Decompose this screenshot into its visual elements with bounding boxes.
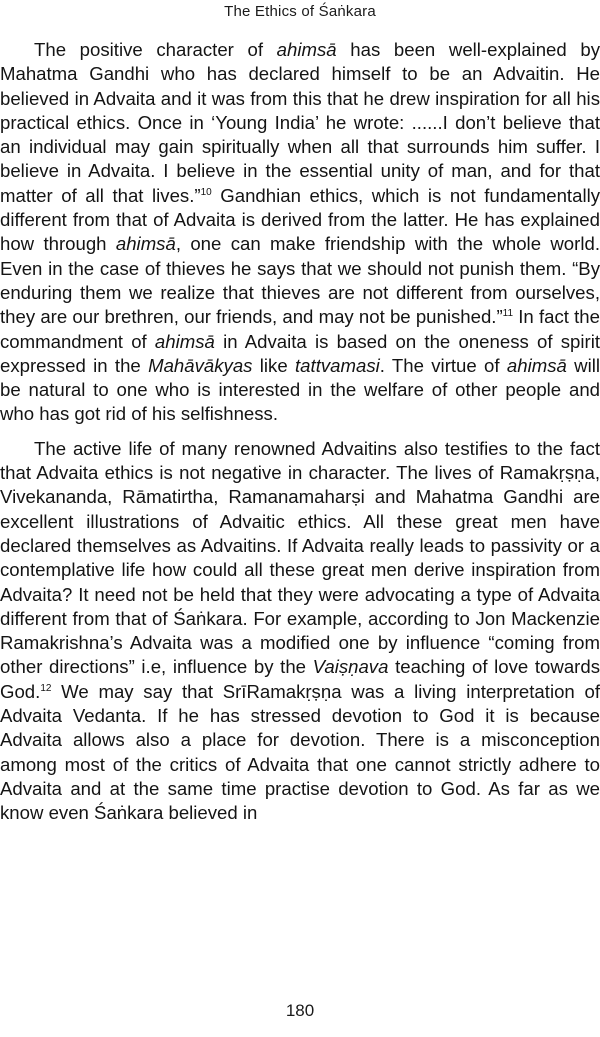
- text-run: In fact the commandment of: [0, 306, 600, 352]
- footnote-ref: 12: [40, 682, 52, 694]
- italic-term: Mahāvākyas: [148, 354, 253, 376]
- italic-term: ahimsā: [506, 354, 567, 376]
- text-run: like: [252, 354, 296, 376]
- footnote-ref: 10: [200, 186, 212, 198]
- italic-term: Vaiṣṇava: [312, 656, 389, 678]
- footnote-ref: 11: [502, 308, 514, 320]
- italic-term: tattvamasi: [295, 354, 380, 376]
- running-head: The Ethics of Śaṅkara: [224, 3, 376, 20]
- paragraph-active-life-advaitins: [0, 437, 600, 826]
- text-run: has been well-explained by Mahatma Gandhi who has declared himself to be an Advaitin. He believed in Advaita and it was from this that he drew inspiration for all his practical ethics. Once in ‘Young India’ he wrote: ......I don’t believe that an individual may gain spiritually when all that surrounds him suffer. I believe in Advaita. I believe in the essential unity of man, and for that matter of all that lives.”: [0, 39, 600, 206]
- text-run: Gandhian ethics, which is not fundamentally different from that of Advaita is derived from the latter. He has explained how through: [0, 184, 600, 255]
- text-run: We may say that SrīRamakṛṣṇa was a living interpretation of Advaita Vedanta. If he has stressed devotion to God it is because Advaita allows also a place for devotion. There is a misconception among most of the critics of Advaita that one cannot strictly adhere to Advaita and at the same time practise devotion to God. As far as we know even Śaṅkara believed in: [0, 680, 600, 824]
- paragraph-ahimsa-gandhi: [0, 38, 600, 427]
- text-run: in Advaita is based on the oneness of spirit expressed in the: [0, 330, 600, 376]
- page-number: 180: [285, 1001, 315, 1020]
- text-run: The active life of many renowned Advaitins also testifies to the fact that Advaita ethics is not negative in character. The lives of Ramakṛṣṇa, Vivekananda, Rāmatirtha, Ramanamaharṣi and Mahatma Gandhi are excellent illustrations of Advaitic ethics. All these great men have declared themselves as Advaitins. If Advaita really leads to passivity or a contemplative life how could all these great men derive inspiration from Advaita? It need not be held that they were advocating a type of Advaita different from that of Śaṅkara. For example, according to Jon Mackenzie Ramakrishna’s Advaita was a modified one by influence “coming from other directions” i.e, influence by the: [0, 437, 600, 678]
- text-run: teaching of love towards God.: [0, 656, 600, 702]
- text-run: will be natural to one who is interested in the welfare of other people and who has got rid of his selfishness.: [0, 354, 600, 425]
- text-run: , one can make friendship with the whole world. Even in the case of thieves he says that we should not punish them. “By enduring them we realize that thieves are not different from ourselves, they are our brethren, our friends, and may not be punished.”: [0, 233, 600, 328]
- body-text: [0, 38, 600, 826]
- italic-term: ahimsā: [154, 330, 215, 352]
- italic-term: ahimsā: [115, 233, 176, 255]
- text-run: The positive character of: [34, 39, 277, 60]
- italic-term: ahimsā: [276, 39, 337, 60]
- text-run: . The virtue of: [379, 354, 507, 376]
